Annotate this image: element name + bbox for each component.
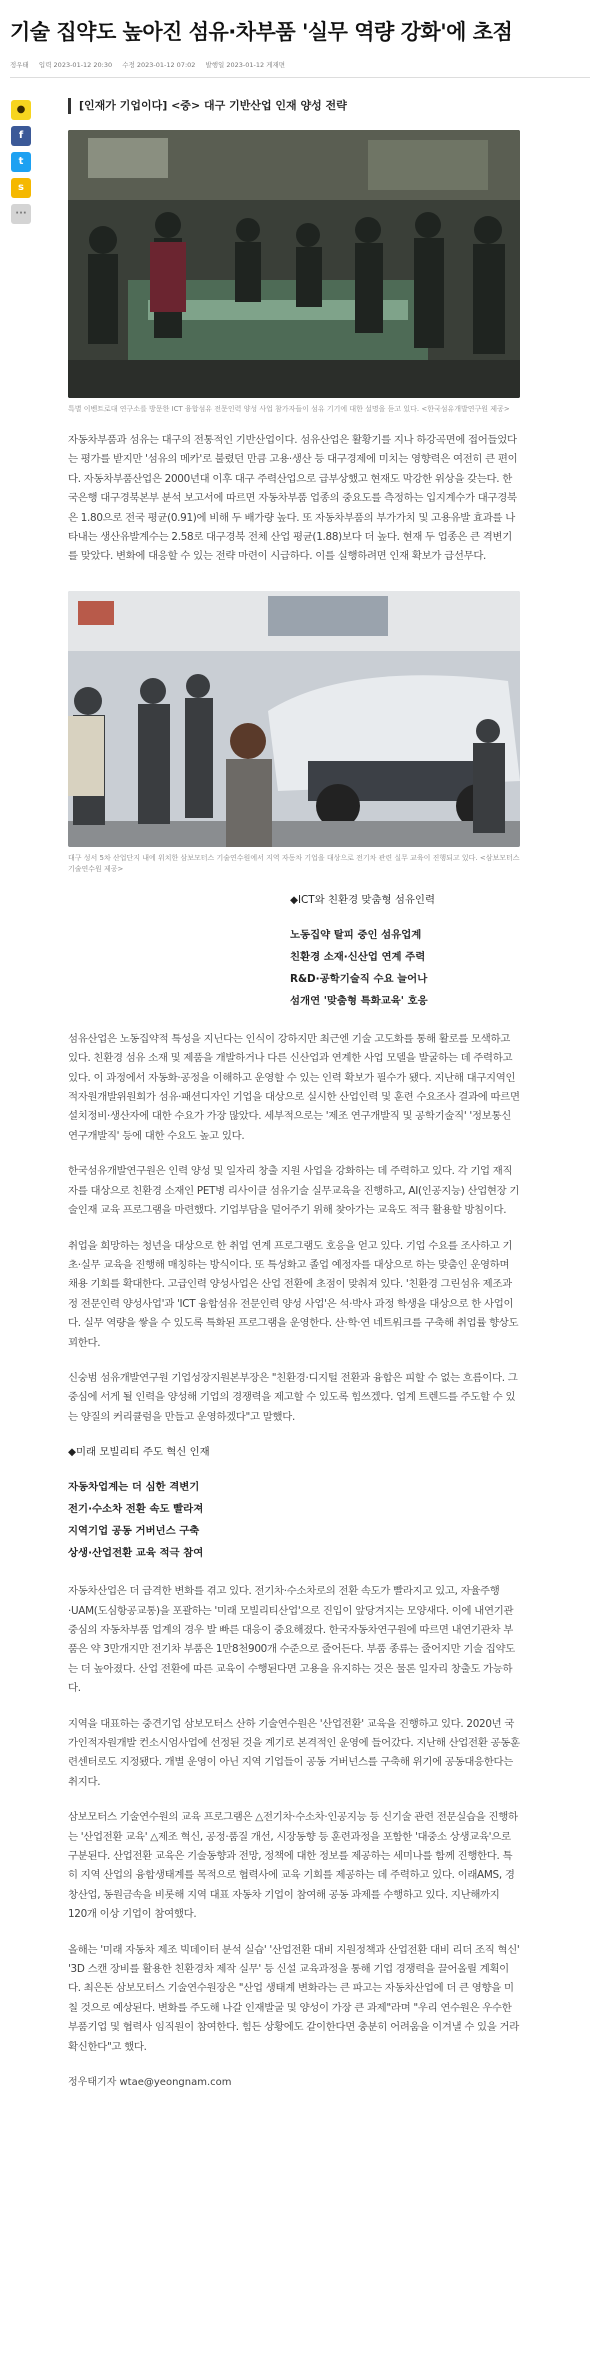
section1-point: 친환경 소재·신산업 연계 주력 [290,950,426,963]
section2-point: 상생·산업전환 교육 적극 참여 [68,1547,204,1560]
section2-point: 전기·수소차 전환 속도 빨라져 [68,1503,204,1516]
paragraph-8: 삼보모터스 기술연수원의 교육 프로그램은 △전기차·수소차·인공지능 등 신기술 관련 전문실습을 진행하는 '산업전환 교육' △제조 혁신, 공정·품질 개선, 시장동향 등 훈련과정을 포함한 '대중소 상생교육'으로 구분된다. 산업전환 교육은 기술동향과 전망, 정책에 대한 정보를 제공하는 세미나를 함께 진행한다. 특히 지역 산업의 융합생태계를 목적으로 협력사에 교육 기회를 제공하는 데 주력하고 있다. 이래AMS, 경창산업, 동원금속을 비롯해 지역 대표 자동차 기업이 참여해 공동 과제를 수행하고 있다. 지난해까지 120개 이상 기업이 참여했다. [68,1811,518,1921]
facebook-share-button[interactable]: f [11,126,31,146]
kakaotalk-share-button[interactable]: ● [11,100,31,120]
share-toolbar [11,100,33,230]
ev-training-image [68,591,520,847]
section1-points [68,924,520,1012]
paragraph-1: 자동차부품과 섬유는 대구의 전통적인 기반산업이다. 섬유산업은 활황기를 지나 하강곡면에 접어들었다는 평가를 받지만 '섬유의 메카'로 불렸던 만큼 고용·생산 등 대구경제에 미치는 영향력은 여전히 큰 편이다. 자동차부품산업은 2000년대 이후 대구 주력산업으로 급부상했고 현재도 막강한 위상을 갖는다. 한국은행 대구경북본부 분석 보고서에 따르면 자동차부품 업종의 중요도를 측정하는 입지계수가 대구경북은 1.80으로 전국 평균(0.91)에 비해 두 배가량 높다. 또 자동차부품의 부가가치 및 고용유발 효과를 나타내는 생산유발계수는 2.58로 대구경북 전체 산업 평균(1.88)보다 더 높다. 현재 두 업종은 큰 격변기를 맞았다. 변화에 대응할 수 있는 전략 마련이 시급하다. 이를 실행하려면 인재 확보가 급선무다. [68,434,518,563]
section2-points [68,1476,520,1564]
issued-date: 발행일 2023-01-12 게재면 [205,61,286,69]
paragraph-3: 한국섬유개발연구원은 인력 양성 및 일자리 창출 지원 사업을 강화하는 데 주력하고 있다. 각 기업 재직자를 대상으로 친환경 소재인 PET병 리사이클 섬유기술 실무교육을 진행하고, AI(인공지능) 산업현장 기술인재 교육 프로그램을 마련했다. 기업부담을 덜어주기 위해 찾아가는 교육도 적극 활용할 방침이다. [68,1165,520,1217]
article-subtitle: [인재가 기업이다] <중> 대구 기반산업 인재 양성 전략 [68,98,520,114]
section2-point: 지역기업 공동 거버넌스 구축 [68,1525,200,1538]
more-share-button[interactable]: ··· [11,204,31,224]
twitter-share-button[interactable]: t [11,152,31,172]
article-body [68,92,520,2088]
photo1-caption: 특별 이벤트로대 연구소를 방문한 ICT 융합섬유 전문인력 양성 사업 참가자들이 섬유 기기에 대한 설명을 듣고 있다. <한국섬유개발연구원 제공> [68,405,510,413]
textile-lab-image [68,130,520,398]
paragraph-5: 신숭범 섬유개발연구원 기업성장지원본부장은 "친환경·디지털 전환과 융합은 피할 수 없는 흐름이다. 그 중심에 서게 될 인력을 양성해 기업의 경쟁력을 제고할 수 있도록 힘쓰겠다. 업계 트렌드를 주도할 수 있는 양질의 커리큘럼을 만들고 운영하겠다"고 말했다. [68,1371,518,1423]
section2-point: 자동차업계는 더 심한 격변기 [68,1481,200,1494]
published-time: 입력 2023-01-12 20:30 [38,61,113,69]
article-headline: 기술 집약도 높아진 섬유·차부품 '실무 역량 강화'에 초점 [10,20,513,44]
byline-author: 정우태기자 [68,2077,117,2089]
article-photo-ev-training[interactable] [68,591,520,847]
section1-point: 노동집약 탈피 중인 섬유업계 [290,928,422,941]
paragraph-6: 자동차산업은 더 급격한 변화를 겪고 있다. 전기차·수소차로의 전환 속도가 빨라지고 있고, 자율주행·UAM(도심항공교통)을 포괄하는 '미래 모빌리티산업'으로 진입이 앞당겨지는 모양새다. 이에 내연기관 중심의 자동차부품 업계의 경우 발 빠른 대응이 중요해졌다. 한국자동차연구원에 따르면 내연기관차 부품은 약 3만개지만 전기차 부품은 1만8천900개 수준으로 줄어든다. 부품 종류는 줄어지만 기술 집약도는 더 높아졌다. 산업 전환에 따른 교육이 수행된다면 고용을 유지하는 것은 물론 일자리 창출도 가능하다. [68,1585,515,1695]
author-name[interactable]: 정우태 [10,61,29,69]
article-photo-textile-lab[interactable] [68,130,520,398]
section1-heading: ◆ICT와 친환경 맞춤형 섬유인력 [290,893,435,906]
section1-point: 섬개연 '맞춤형 특화교육' 호응 [290,994,428,1007]
paragraph-9: 올해는 '미래 자동차 제조 빅데이터 분석 실습' '산업전환 대비 지원정책과 산업전환 대비 리더 조직 혁신' '3D 스캔 장비를 활용한 친환경차 제작 실무' 등 신설 교육과정을 통해 기업 경쟁력을 끌어올릴 계획이다. 최은돈 삼보모터스 기술연수원장은 "산업 생태계 변화라는 큰 파고는 자동차산업에 더 큰 영향을 미칠 것으로 예상된다. 변화를 주도해 나갈 인재발굴 및 양성이 가장 큰 과제"라며 "우리 연수원은 우수한 부품기업 및 협력사 임직원이 참여한다. 힘든 상황에도 같이한다면 충분히 어려움을 이겨낼 수 있을 거라 확신한다"고 했다. [68,1943,520,2053]
byline-email[interactable]: wtae@yeongnam.com [119,2077,232,2089]
photo2-caption: 대구 성서 5차 산업단지 내에 위치한 삼보모터스 기술연수원에서 지역 자동차 기업을 대상으로 전기차 관련 실무 교육이 진행되고 있다. <삼보모터스 기술연수원 제공> [68,853,520,873]
article-meta [10,54,590,78]
byline [68,2073,520,2088]
section1-point: R&D·공학기술직 수요 늘어나 [290,972,428,985]
paragraph-7: 지역을 대표하는 중견기업 삼보모터스 산하 기술연수원은 '산업전환' 교육을 진행하고 있다. 2020년 국가인적자원개발 컨소시엄사업에 선정된 것을 계기로 본격적인 운영에 들어갔다. 지난해 산업전환 공동훈련센터로도 지정됐다. 개별 운영이 아닌 지역 기업들이 공동 거버넌스를 구축해 위기에 공동대응한다는 취지다. [68,1717,520,1788]
paragraph-4: 취업을 희망하는 청년을 대상으로 한 취업 연계 프로그램도 호응을 얻고 있다. 기업 수요를 조사하고 기초·실무 교육을 진행해 매칭하는 방식이다. 또 특성화고 졸업 예정자를 대상으로 하는 맞춤인 운영하며 채용 기회를 확대한다. 고급인력 양성사업은 산업 전환에 초점이 맞춰져 있다. '친환경 그린섬유 제조과정 전문인력 양성사업'과 'ICT 융합섬유 전문인력 양성 사업'은 석·박사 과정 학생을 대상으로 한 사업이다. 실무 역량을 쌓을 수 있도록 특화된 프로그램을 운영한다. 산·학·연 네트워크를 구축해 취업률 향상도 꾀한다. [68,1239,519,1349]
modified-time: 수정 2023-01-12 07:02 [122,61,196,69]
section2-heading: ◆미래 모빌리티 주도 혁신 인재 [68,1446,210,1459]
kakaostory-share-button[interactable]: s [11,178,31,198]
paragraph-2: 섬유산업은 노동집약적 특성을 지닌다는 인식이 강하지만 최근엔 기술 고도화를 통해 활로를 모색하고 있다. 친환경 섬유 소재 및 제품을 개발하거나 다른 신산업과 연계한 사업 모델을 발굴하는 데 주력하고 있다. 이 과정에서 자동화·공정을 이해하고 운영할 수 있는 인력 확보가 필수가 됐다. 지난해 대구지역인적자원개발위원회가 섬유·패션디자인 기업을 대상으로 실시한 산업인력 및 훈련 수요조사 결과에 따르면 설치정비·생산자에 대한 수요가 가장 많았다. 세부적으로는 '제조 연구개발직 및 공학기술직' '정보통신 연구개발직' 등에 대한 수요도 높고 있다. [68,1032,520,1142]
